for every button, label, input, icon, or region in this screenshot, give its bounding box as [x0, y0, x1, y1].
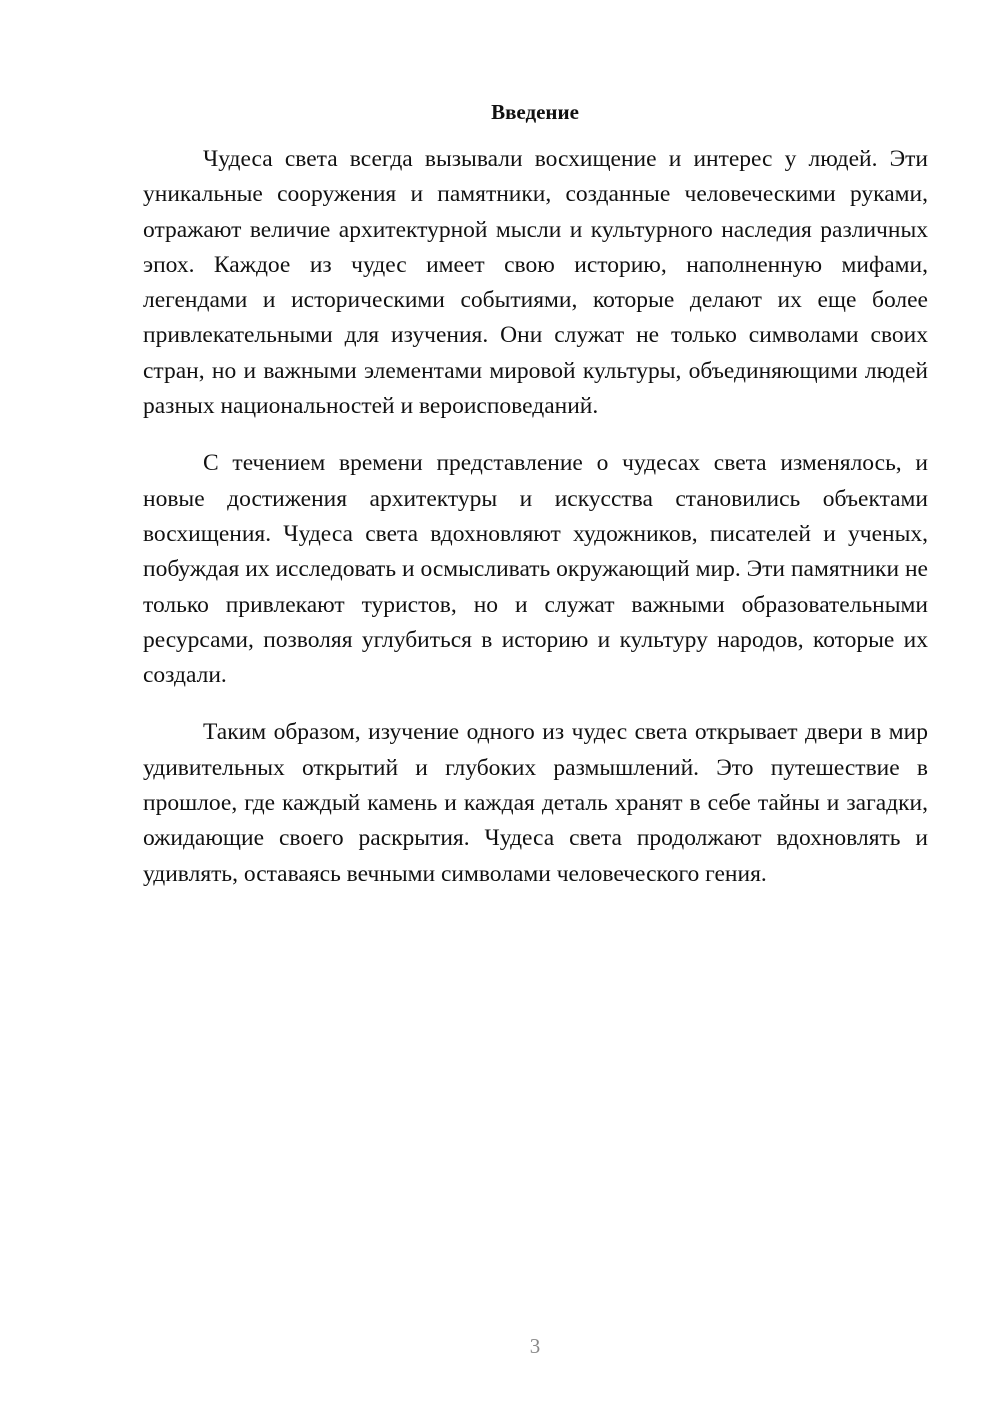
- paragraph-1: Чудеса света всегда вызывали восхищение и интерес у людей. Эти уникальные сооружения и памятники, созданные человеческими руками, отражают величие архитектурной мысли и культурного наследия различных эпох. Каждое из чудес имеет свою историю, наполненную мифами, легендами и историческими событиями, которые делают их еще более привлекательными для изучения. Они служат не только символами своих стран, но и важными элементами мировой культуры, объединяющими людей разных национальностей и вероисповеданий.: [143, 146, 928, 420]
- page-title: Введение: [491, 100, 579, 124]
- paragraph-3: Таким образом, изучение одного из чудес света открывает двери в мир удивительных открытий и глубоких размышлений. Это путешествие в прошлое, где каждый камень и каждая деталь хранят в себе тайны и загадки, ожидающие своего раскрытия. Чудеса света продолжают вдохновлять и удивлять, оставаясь вечными символами человеческого гения.: [143, 719, 928, 887]
- document-body: [143, 142, 928, 914]
- paragraph-2: С течением времени представление о чудесах света изменялось, и новые достижения архитектуры и искусства становились объектами восхищения. Чудеса света вдохновляют художников, писателей и ученых, побуждая их исследовать и осмысливать окружающий мир. Эти памятники не только привлекают туристов, но и служат важными образовательными ресурсами, позволяя углубиться в историю и культуру народов, которые их создали.: [143, 450, 928, 689]
- page-number: 3: [529, 1334, 541, 1358]
